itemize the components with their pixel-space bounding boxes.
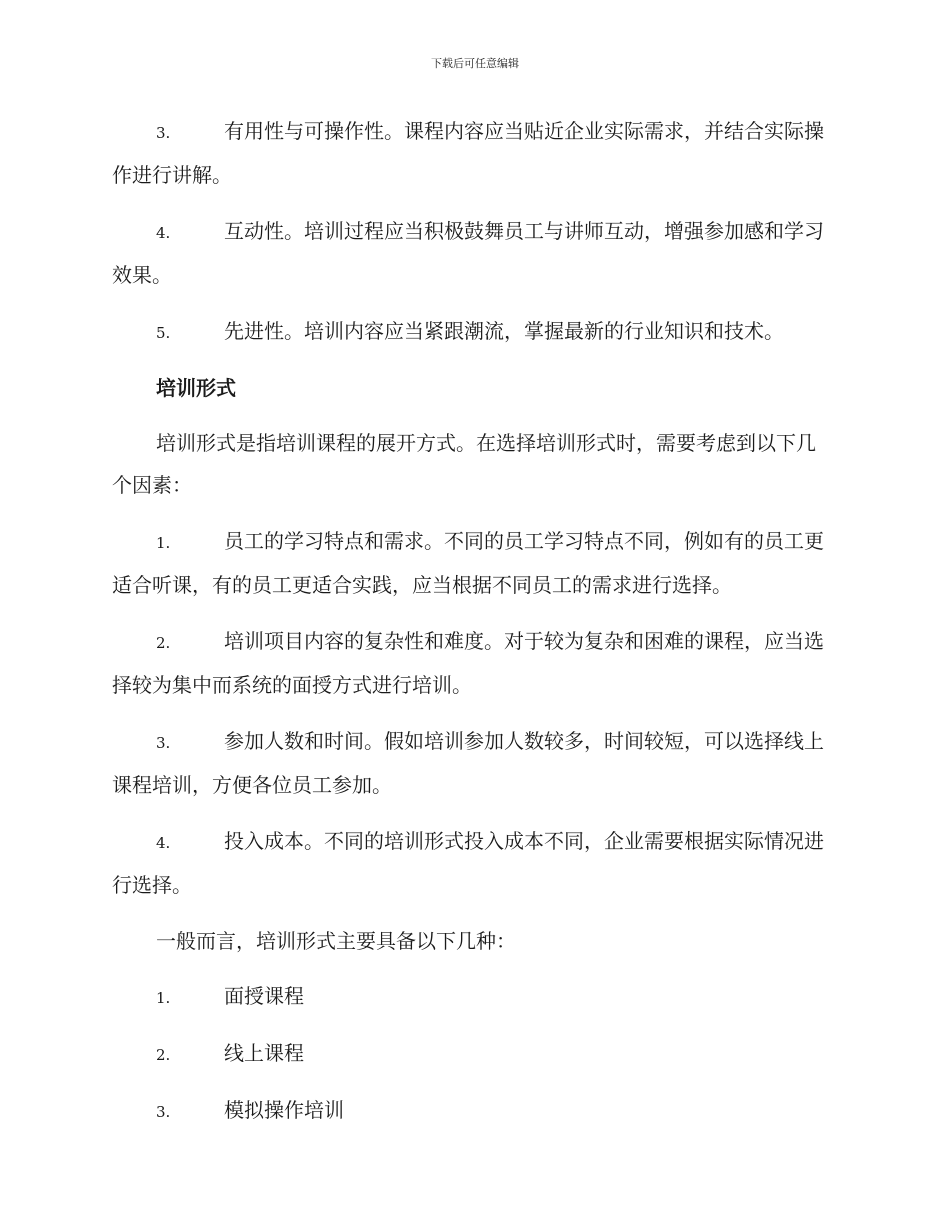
list-item-text: 线上课程	[224, 1041, 304, 1065]
list-item-number: 3.	[156, 734, 171, 752]
list-item-number: 1.	[156, 534, 171, 552]
page-header: 下载后可任意编辑	[431, 57, 519, 70]
document-body	[112, 110, 834, 1146]
list-item-number: 3.	[156, 1103, 171, 1121]
list-item	[112, 975, 834, 1019]
paragraph: 一般而言，培训形式主要具备以下几种：	[156, 929, 516, 953]
list-item-number: 3.	[156, 124, 171, 142]
list-item-number: 2.	[156, 1046, 171, 1064]
paragraph: 培训形式是指培训课程的展开方式。在选择培训形式时，需要考虑到以下几个因素：	[112, 431, 816, 497]
list-item-text: 员工的学习特点和需求。不同的员工学习特点不同，例如有的员工更适合听课，有的员工更适合实践，应当根据不同员工的需求进行选择。	[112, 529, 824, 597]
list-item-number: 2.	[156, 634, 171, 652]
list-item-text: 投入成本。不同的培训形式投入成本不同，企业需要根据实际情况进行选择。	[112, 829, 824, 897]
list-item	[112, 820, 834, 906]
list-item-text: 培训项目内容的复杂性和难度。对于较为复杂和困难的课程，应当选择较为集中而系统的面授方式进行培训。	[112, 629, 824, 697]
list-item-number: 4.	[156, 224, 171, 242]
list-item-text: 先进性。培训内容应当紧跟潮流，掌握最新的行业知识和技术。	[224, 319, 784, 343]
list-item	[112, 310, 834, 354]
list-item	[112, 1032, 834, 1076]
list-item	[112, 110, 834, 196]
list-item	[112, 720, 834, 806]
list-item-text: 模拟操作培训	[224, 1098, 344, 1122]
list-item-text: 参加人数和时间。假如培训参加人数较多，时间较短，可以选择线上课程培训，方便各位员工参加。	[112, 729, 824, 797]
list-item-number: 4.	[156, 834, 171, 852]
list-item-number: 5.	[156, 324, 171, 342]
list-item	[112, 620, 834, 706]
list-item-text: 面授课程	[224, 984, 304, 1008]
list-item-number: 1.	[156, 989, 171, 1007]
section-heading: 培训形式	[156, 376, 236, 400]
list-item	[112, 210, 834, 296]
list-item-text: 互动性。培训过程应当积极鼓舞员工与讲师互动，增强参加感和学习效果。	[112, 219, 824, 287]
list-item	[112, 1089, 834, 1133]
list-item-text: 有用性与可操作性。课程内容应当贴近企业实际需求，并结合实际操作进行讲解。	[112, 119, 824, 187]
list-item	[112, 520, 834, 606]
